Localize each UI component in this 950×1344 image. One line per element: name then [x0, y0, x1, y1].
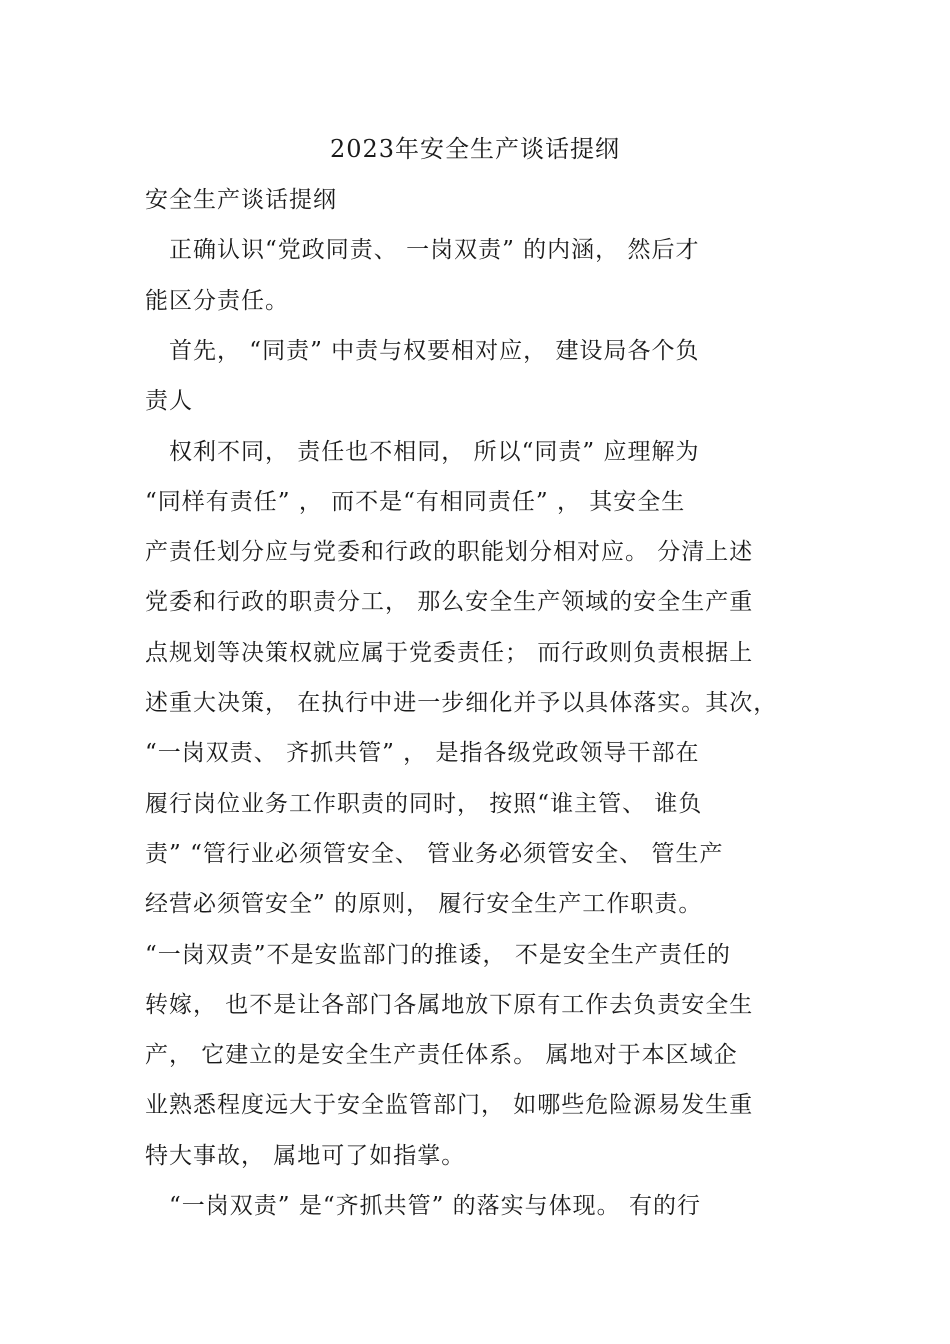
text-line: 履行岗位业务工作职责的同时， 按照“谁主管、 谁负 [145, 791, 703, 817]
text-line: “一岗双责”不是安监部门的推诿， 不是安全生产责任的 [145, 942, 731, 968]
text-line: 党委和行政的职责分工， 那么安全生产领域的安全生产重 [145, 589, 754, 615]
text-line: 正确认识“党政同责、 一岗双责” 的内涵， 然后才 [145, 237, 700, 263]
text-line: 能区分责任。 [145, 288, 289, 314]
document-title: 2023年安全生产谈话提纲 [329, 135, 621, 163]
text-line: “同样有责任” ， 而不是“有相同责任” ， 其安全生 [145, 489, 686, 515]
text-line: 首先， “同责” 中责与权要相对应， 建设局各个负 [145, 338, 700, 364]
text-line: 经营必须管安全” 的原则， 履行安全生产工作职责。 [145, 891, 703, 917]
text-line: 述重大决策， 在执行中进一步细化并予以具体落实。其次， [145, 690, 778, 716]
text-line: 责” “管行业必须管安全、 管业务必须管安全、 管生产 [145, 841, 724, 867]
text-line: “一岗双责” 是“齐抓共管” 的落实与体现。 有的行 [145, 1193, 701, 1219]
text-line: 安全生产谈话提纲 [145, 187, 337, 213]
text-line: 业熟悉程度远大于安全监管部门， 如哪些危险源易发生重 [145, 1092, 754, 1118]
text-line: 权利不同， 责任也不相同， 所以“同责” 应理解为 [145, 439, 700, 465]
text-line: 产， 它建立的是安全生产责任体系。 属地对于本区域企 [145, 1042, 738, 1068]
text-line: 责人 [145, 388, 193, 414]
text-line: “一岗双责、 齐抓共管” ， 是指各级党政领导干部在 [145, 740, 700, 766]
text-line: 点规划等决策权就应属于党委责任； 而行政则负责根据上 [145, 640, 754, 666]
text-line: 特大事故， 属地可了如指掌。 [145, 1143, 466, 1169]
text-line: 转嫁， 也不是让各部门各属地放下原有工作去负责安全生 [145, 992, 754, 1018]
text-line: 产责任划分应与党委和行政的职能划分相对应。 分清上述 [145, 539, 754, 565]
